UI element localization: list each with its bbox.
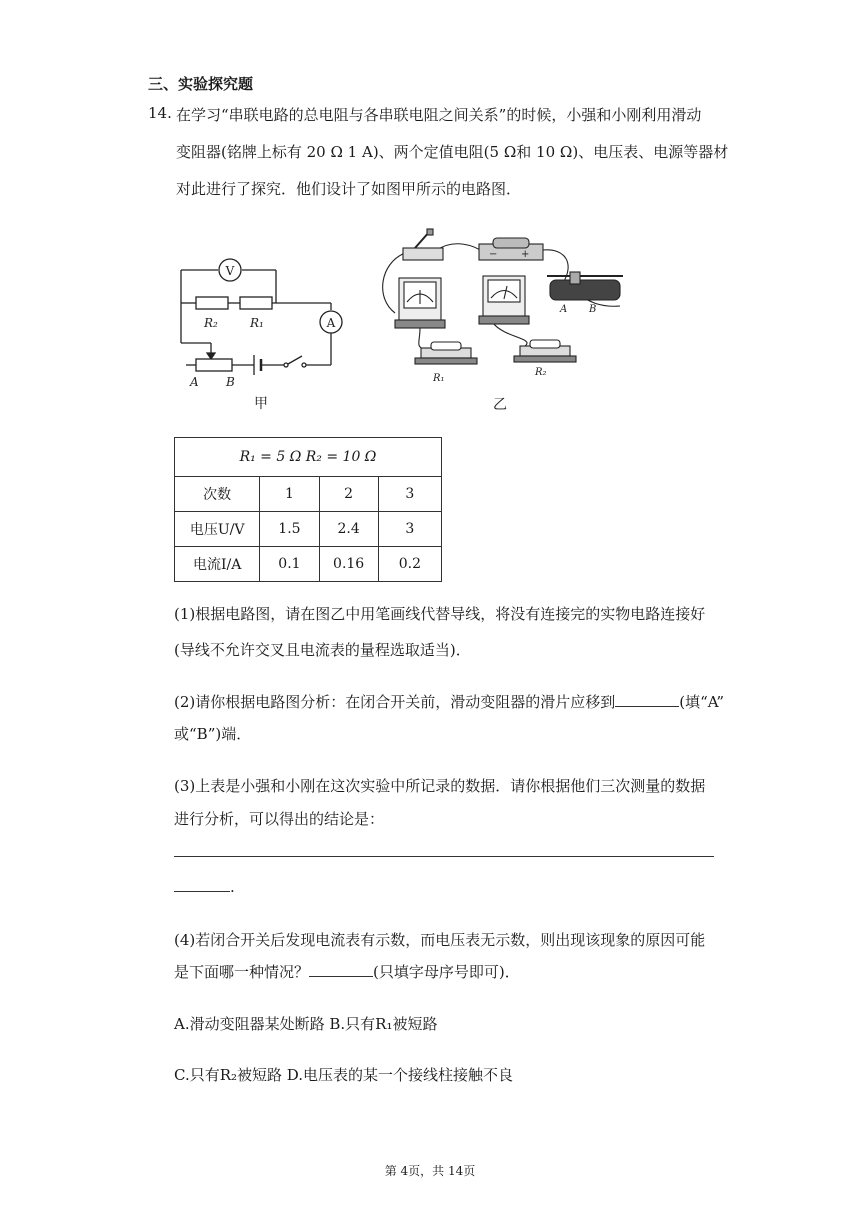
voltmeter-symbol: V [225, 264, 235, 278]
part4-text-end: (只填字母序号即可)． [373, 963, 520, 981]
apparatus-label-r2: R₂ [535, 367, 547, 378]
table-cell: 电流I/A [175, 547, 260, 582]
option-ab: A.滑动变阻器某处断路 B.只有R₁被短路 [174, 1015, 438, 1033]
table-cell: 0.16 [319, 547, 378, 582]
table-cell: 0.1 [260, 547, 319, 582]
part3-period: . [230, 878, 235, 896]
table-cell: 1 [260, 477, 319, 512]
part2-text-end: (填“A” [679, 693, 725, 711]
part4-line-1: (4)若闭合开关后发现电流表有示数，而电压表无示数，则出现该现象的原因可能 [174, 931, 706, 949]
figure-a-label: 甲 [254, 396, 268, 412]
intro-line-3: 对此进行了探究．他们设计了如图甲所示的电路图． [176, 180, 522, 198]
table-cell: 0.2 [378, 547, 441, 582]
answer-blank-3[interactable] [174, 877, 230, 892]
table-row [175, 547, 442, 582]
part3-line-3 [174, 877, 235, 896]
table-cell: 2 [319, 477, 378, 512]
table-cell: 电压U/V [175, 512, 260, 547]
table-header: R₁ = 5 Ω R₂ = 10 Ω [175, 438, 442, 477]
table-row [175, 512, 442, 547]
label-a: A [190, 375, 199, 389]
apparatus-label-r1: R₁ [433, 373, 445, 383]
circuit-diagram [176, 255, 346, 390]
part1-line-1: (1)根据电路图，请在图乙中用笔画线代替导线，将没有连接完的实物电路连接好 [174, 605, 706, 623]
table-cell: 2.4 [319, 512, 378, 547]
answer-blank-2[interactable] [615, 692, 679, 707]
label-b: B [226, 375, 235, 389]
part2-line-2: 或“B”)端． [174, 725, 252, 743]
intro-line-2: 变阻器(铭牌上标有 20 Ω 1 A)、两个定值电阻(5 Ω和 10 Ω)、电压表、电源等器材 [176, 143, 729, 161]
apparatus-diagram [375, 228, 635, 383]
part1-line-2: (导线不允许交叉且电流表的量程选取适当)． [174, 641, 471, 659]
page-footer: 第 4页，共 14页 [384, 1164, 476, 1178]
intro-line-1: 在学习“串联电路的总电阻与各串联电阻之间关系”的时候，小强和小刚利用滑动 [176, 106, 702, 124]
part4-line-2 [174, 961, 520, 982]
table-row [175, 477, 442, 512]
answer-blank-4[interactable] [309, 962, 373, 977]
label-r1: R₁ [250, 316, 264, 330]
table-cell: 次数 [175, 477, 260, 512]
section-title: 三、实验探究题 [148, 75, 254, 93]
rheostat-label-a: A [560, 304, 568, 315]
answer-line-3[interactable] [174, 856, 714, 857]
ammeter-symbol: A [326, 316, 336, 330]
figure-b-label: 乙 [493, 397, 507, 413]
part3-line-2: 进行分析，可以得出的结论是： [174, 810, 385, 828]
part2-line-1 [174, 691, 724, 712]
table-cell: 3 [378, 512, 441, 547]
part2-text: (2)请你根据电路图分析：在闭合开关前，滑动变阻器的滑片应移到 [174, 693, 616, 711]
rheostat-label-b: B [589, 304, 597, 315]
svg-text:+: + [521, 249, 530, 260]
part4-text: 是下面哪一种情况？ [174, 963, 310, 981]
label-r2: R₂ [204, 316, 218, 330]
option-cd: C.只有R₂被短路 D.电压表的某一个接线柱接触不良 [174, 1066, 514, 1084]
table-cell: 1.5 [260, 512, 319, 547]
question-number: 14. [148, 104, 172, 122]
svg-text:−: − [489, 249, 498, 260]
data-table [174, 437, 442, 582]
table-cell: 3 [378, 477, 441, 512]
part3-line-1: (3)上表是小强和小刚在这次实验中所记录的数据．请你根据他们三次测量的数据 [174, 777, 706, 795]
